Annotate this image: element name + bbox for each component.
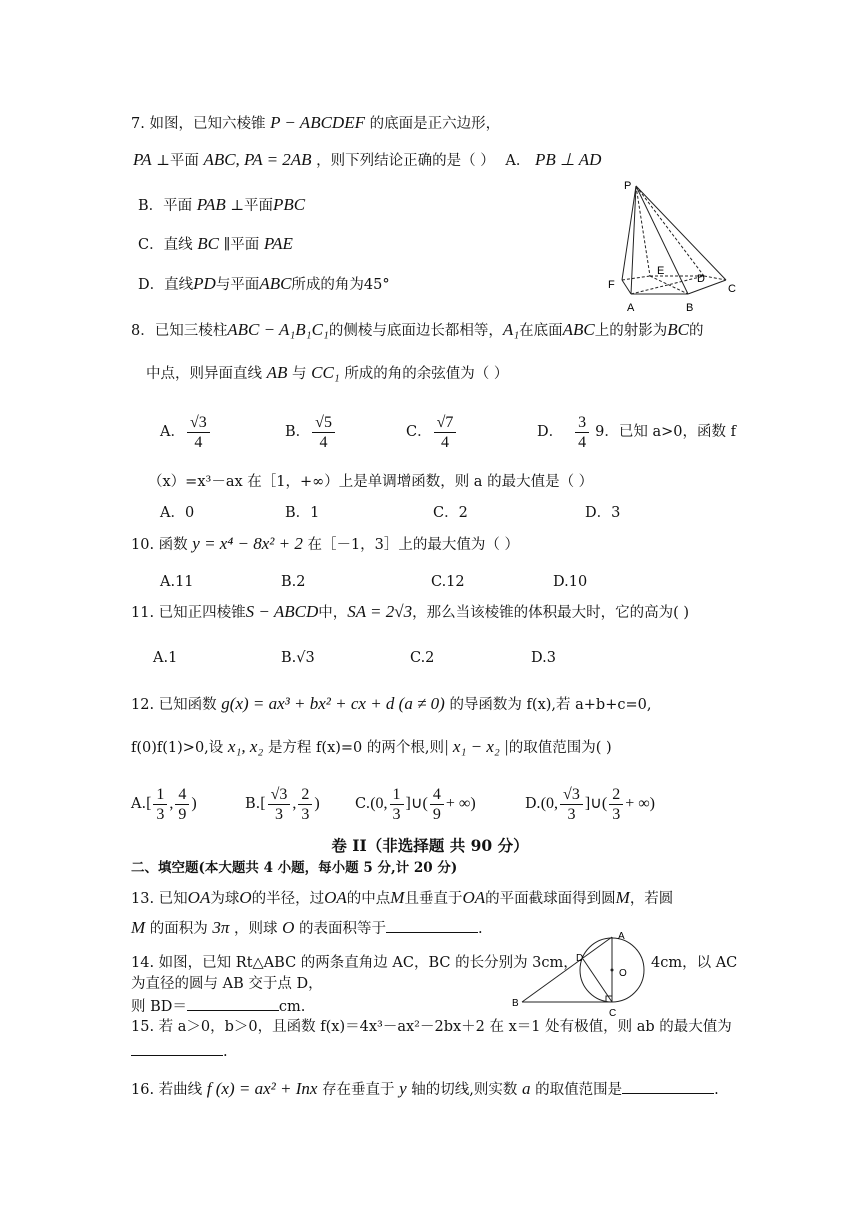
q9-option-c: C．2 xyxy=(433,505,468,521)
q7-text: 7. 如图，已知六棱锥 xyxy=(131,116,266,132)
diag-eb xyxy=(650,276,688,294)
q8-option-d xyxy=(537,410,736,454)
option-label: C． xyxy=(406,424,432,440)
q13-math: OA xyxy=(462,888,486,907)
q9-option-b: B．1 xyxy=(285,505,320,521)
q13-text: 13. 已知 xyxy=(131,891,188,907)
denominator: 3 xyxy=(392,805,401,823)
q7-line1 xyxy=(131,113,500,134)
q7-math: P − ABCDEF xyxy=(270,113,365,132)
fraction xyxy=(560,785,583,824)
fraction xyxy=(575,413,589,452)
denominator: 4 xyxy=(194,433,203,451)
label-o: O xyxy=(619,968,627,979)
q13-math: M xyxy=(131,918,146,937)
answer-blank xyxy=(187,1010,279,1011)
denominator: 3 xyxy=(301,805,310,823)
q8-option-a xyxy=(160,410,212,454)
q7-option-d-label: D．直线 xyxy=(138,277,194,293)
q7-math: ABC xyxy=(259,274,292,293)
side-ab xyxy=(522,937,612,1002)
q12-option-b xyxy=(245,782,320,826)
q8-option-b xyxy=(285,410,337,454)
q11-option-c: C.2 xyxy=(410,650,435,666)
denominator: 9 xyxy=(432,805,441,823)
numerator: √3 xyxy=(187,413,210,433)
q12-line2 xyxy=(131,737,612,758)
q10-option-d: D.10 xyxy=(553,574,588,590)
q10-option-b: B.2 xyxy=(281,574,306,590)
q8-math: BC xyxy=(667,320,689,339)
numerator: 2 xyxy=(609,785,623,805)
label-p: P xyxy=(624,180,632,192)
q13-text: . xyxy=(478,921,483,937)
answer-blank xyxy=(622,1093,714,1094)
q10-text: 在［－1，3］上的最大值为（ ） xyxy=(307,537,520,553)
q7-option-d xyxy=(138,274,390,295)
q11-text: 11. 已知正四棱锥 xyxy=(131,605,246,621)
q13-math: M xyxy=(390,888,405,907)
fraction xyxy=(390,785,404,824)
label-e: E xyxy=(657,265,665,277)
q8-text: 中点，则异面直线 xyxy=(146,366,262,382)
edge-fa xyxy=(622,280,631,294)
q16-text: 存在垂直于 xyxy=(322,1082,395,1098)
q12-option-c xyxy=(355,782,476,826)
answer-blank xyxy=(131,1055,223,1056)
denominator: 3 xyxy=(567,805,576,823)
q9-line1: 9．已知 a>0，函数 f xyxy=(595,424,736,440)
q7-text: ⊥平面 xyxy=(156,153,199,169)
q14-line1b: 4cm，以 AC xyxy=(651,955,738,971)
edge-pb xyxy=(636,186,688,294)
q10-line xyxy=(131,534,519,555)
q8-text: 的侧棱与底面边长都相等， xyxy=(328,323,503,339)
interval-part: ]∪( xyxy=(584,795,608,812)
q13-text: ，则球 xyxy=(234,921,278,937)
q7-option-a-label: A． xyxy=(505,153,531,169)
q12-math: | x₁ − x₂ | xyxy=(444,737,509,756)
bracket: [ xyxy=(146,795,152,812)
q13-text: 的表面积等于 xyxy=(299,921,387,937)
q7-line2 xyxy=(133,150,601,171)
denominator: 3 xyxy=(612,805,621,823)
answer-blank xyxy=(386,932,478,933)
triangle-circle-figure xyxy=(506,930,646,1020)
denominator: 3 xyxy=(156,805,165,823)
q8-text: 所成的角的余弦值为（ ） xyxy=(344,366,509,382)
q15-text: . xyxy=(223,1044,228,1060)
q9-option-a: A．0 xyxy=(160,505,195,521)
q16-math: f (x) = ax² + Inx xyxy=(206,1079,318,1098)
center-point xyxy=(611,969,614,972)
q10-option-a: A.11 xyxy=(160,574,194,590)
q7-text: ，则下列结论正确的是（ ） xyxy=(316,153,495,169)
q13-math: O xyxy=(239,888,252,907)
numerator: 2 xyxy=(298,785,312,805)
q16-text: 轴的切线,则实数 xyxy=(411,1082,518,1098)
q8-math: AB xyxy=(266,363,288,382)
q12-math: x₁, x₂ xyxy=(227,737,264,756)
q8-math: ABC − A₁B₁C₁ xyxy=(227,320,329,339)
fraction xyxy=(434,413,457,452)
q15-line2 xyxy=(131,1042,228,1062)
label-a: A xyxy=(627,302,635,314)
q8-math: ABC xyxy=(562,320,595,339)
option-label: B. xyxy=(245,796,261,812)
option-label: A． xyxy=(160,424,185,440)
q7-option-a: PB ⊥ AD xyxy=(534,150,602,169)
fraction xyxy=(298,785,312,824)
comma: , xyxy=(169,795,174,812)
q11-line xyxy=(131,602,689,623)
q11-option-b: B.√3 xyxy=(281,650,315,666)
denominator: 3 xyxy=(274,805,283,823)
q10-text: 10. 函数 xyxy=(131,537,188,553)
q7-text: 的底面是正六边形， xyxy=(369,116,501,132)
q11-math: S − ABCD xyxy=(245,602,319,621)
q7-option-b-label: B．平面 xyxy=(138,198,193,214)
q16-text: 16. 若曲线 xyxy=(131,1082,203,1098)
numerator: 4 xyxy=(175,785,189,805)
option-label: C. xyxy=(355,796,371,812)
q14-text: 则 BD＝ xyxy=(131,999,187,1015)
label-b: B xyxy=(686,302,694,314)
q7-math: ABC, PA = 2AB xyxy=(203,150,312,169)
q14-text: cm. xyxy=(278,999,306,1015)
q7-text: ∥平面 xyxy=(223,237,260,253)
label-d: D xyxy=(697,273,705,285)
q12-text: f(0)f(1)>0,设 xyxy=(131,740,224,756)
q13-text: ，若圆 xyxy=(629,891,674,907)
q7-math: PBC xyxy=(272,195,306,214)
q8-line1 xyxy=(131,320,704,341)
fraction xyxy=(175,785,189,824)
section-title: 卷 II（非选择题 共 90 分） xyxy=(331,836,529,855)
q7-math: PAB xyxy=(196,195,226,214)
q8-text: 上的射影为 xyxy=(594,323,668,339)
q14-line2: 为直径的圆与 AB 交于点 D， xyxy=(131,976,323,992)
option-label: B． xyxy=(285,424,311,440)
interval-part: + ∞) xyxy=(625,795,655,812)
q16-line xyxy=(131,1079,719,1100)
q7-math: PD xyxy=(193,274,216,293)
q7-math: PAE xyxy=(263,234,293,253)
option-label: D． xyxy=(537,424,564,440)
q13-math: O xyxy=(282,918,295,937)
q13-text: 的中点 xyxy=(346,891,391,907)
q14-line1a: 14. 如图，已知 Rt△ABC 的两条直角边 AC，BC 的长分别为 3cm， xyxy=(131,955,578,971)
section-heading: 二、填空题(本大题共 4 小题，每小题 5 分,计 20 分) xyxy=(131,860,458,876)
q7-text: 与平面 xyxy=(215,277,260,293)
label-d: D xyxy=(576,953,584,964)
comma: , xyxy=(292,795,297,812)
q13-math: OA xyxy=(187,888,211,907)
q8-text: 在底面 xyxy=(519,323,563,339)
interval-part: (0, xyxy=(370,795,388,812)
q7-option-b xyxy=(138,195,305,216)
q16-math: y xyxy=(399,1079,407,1098)
q9-line2 xyxy=(148,472,593,492)
q8-line2 xyxy=(146,363,508,384)
q16-text: 的取值范围是 xyxy=(535,1082,623,1098)
q11-option-d: D.3 xyxy=(531,650,556,666)
q7-option-c xyxy=(138,234,293,255)
fraction xyxy=(430,785,444,824)
label-a: A xyxy=(618,931,625,942)
q13-math: 3π xyxy=(212,918,230,937)
label-c: C xyxy=(728,283,736,295)
q12-option-d xyxy=(525,782,655,826)
fraction xyxy=(153,785,167,824)
q7-math: PA xyxy=(133,150,152,169)
q8-math: CC₁ xyxy=(311,363,340,382)
denominator: 4 xyxy=(578,433,587,451)
edge-bc xyxy=(688,280,726,294)
label-b: B xyxy=(512,998,519,1009)
q7-text: 所成的角为45° xyxy=(291,277,390,293)
q8-text: 的 xyxy=(689,323,704,339)
q10-option-c: C.12 xyxy=(431,574,465,590)
edge-pd xyxy=(636,186,704,276)
q7-math: BC xyxy=(197,234,219,253)
q11-math: SA = 2√3 xyxy=(347,602,413,621)
q13-text: 的面积为 xyxy=(149,921,208,937)
fraction xyxy=(312,413,335,452)
q11-option-a: A.1 xyxy=(153,650,178,666)
numerator: √5 xyxy=(312,413,335,433)
label-f: F xyxy=(608,279,615,291)
q10-math: y = x⁴ − 8x² + 2 xyxy=(192,534,303,553)
bracket: ) xyxy=(314,795,320,812)
bracket: ) xyxy=(191,795,197,812)
q13-line1 xyxy=(131,888,673,909)
fraction xyxy=(609,785,623,824)
q7-text: ⊥平面 xyxy=(230,198,273,214)
edge-pc xyxy=(636,186,726,280)
q13-text: 的半径，过 xyxy=(251,891,325,907)
numerator: 3 xyxy=(575,413,589,433)
numerator: 1 xyxy=(390,785,404,805)
q13-text: 为球 xyxy=(210,891,240,907)
q12-text: 的取值范围为( ) xyxy=(508,740,612,756)
q16-text: . xyxy=(714,1082,719,1098)
q12-text: 是方程 f(x)=0 的两个根,则 xyxy=(267,740,444,756)
hexagonal-pyramid-figure xyxy=(600,176,742,318)
q13-math: OA xyxy=(324,888,347,907)
q11-text: 中， xyxy=(318,605,348,621)
q8-text: 8．已知三棱柱 xyxy=(131,323,228,339)
denominator: 4 xyxy=(319,433,328,451)
q12-line1 xyxy=(131,694,651,715)
fraction xyxy=(187,413,210,452)
denominator: 9 xyxy=(178,805,187,823)
interval-part: + ∞) xyxy=(445,795,476,812)
edge-fe xyxy=(622,276,650,280)
option-label: A. xyxy=(131,796,147,812)
q14-line3 xyxy=(131,997,305,1017)
diag-ad xyxy=(631,276,704,294)
q9-text: （x）=x³－ax 在［1，+∞）上是单调增函数，则 a 的最大值是（ ） xyxy=(148,474,594,490)
numerator: √7 xyxy=(434,413,457,433)
interval-part: (0, xyxy=(540,795,559,812)
q15-line1: 15. 若 a＞0，b＞0，且函数 f(x)＝4x³－ax²－2bx＋2 在 x＝1 处有极值，则 ab 的最大值为 xyxy=(131,1019,732,1035)
option-label: D. xyxy=(525,796,541,812)
q8-text: 与 xyxy=(292,366,307,382)
numerator: 4 xyxy=(430,785,444,805)
q12-text: 的导函数为 f(x),若 a+b+c=0, xyxy=(449,697,652,713)
q12-math: g(x) = ax³ + bx² + cx + d (a ≠ 0) xyxy=(221,694,445,713)
q8-math: A₁ xyxy=(502,320,520,339)
q11-text: ，那么当该棱锥的体积最大时，它的高为( ) xyxy=(412,605,690,621)
numerator: √3 xyxy=(268,785,291,805)
denominator: 4 xyxy=(441,433,449,451)
q8-option-c xyxy=(406,410,458,454)
interval-part: ]∪( xyxy=(405,795,428,812)
label-c: C xyxy=(609,1008,617,1019)
q13-math: M xyxy=(615,888,630,907)
q13-text: 且垂直于 xyxy=(404,891,463,907)
fraction xyxy=(268,785,291,824)
q16-math: a xyxy=(522,1079,531,1098)
numerator: 1 xyxy=(153,785,167,805)
numerator: √3 xyxy=(560,785,583,805)
q13-line2 xyxy=(131,918,483,939)
bracket: [ xyxy=(260,795,266,812)
q12-option-a xyxy=(131,782,197,826)
q7-option-c-label: C．直线 xyxy=(138,237,193,253)
q9-option-d: D．3 xyxy=(585,505,621,521)
q13-text: 的平面截球面得到圆 xyxy=(485,891,616,907)
q12-text: 12. 已知函数 xyxy=(131,697,217,713)
